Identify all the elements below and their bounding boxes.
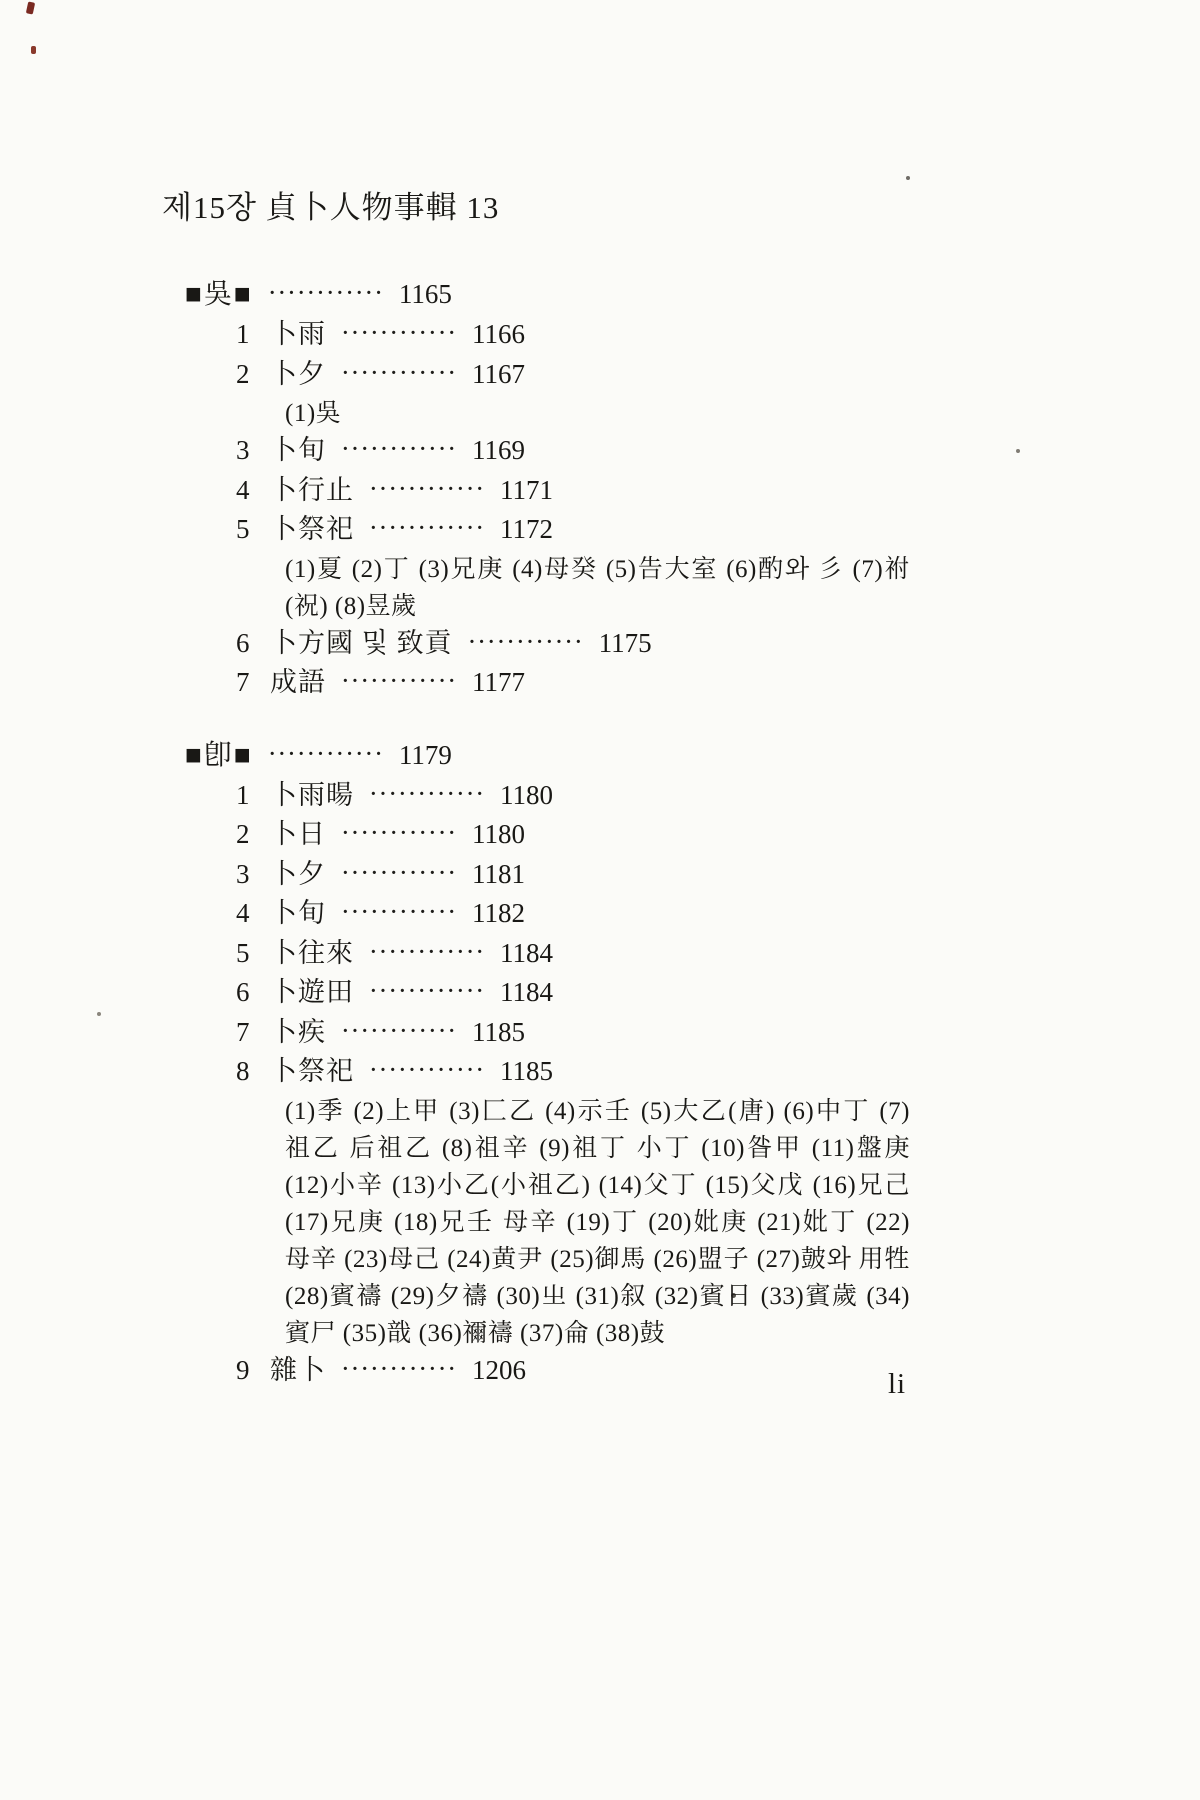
entry-title: 雜卜 [270, 1354, 326, 1385]
entry-page-number: 1185 [472, 1016, 526, 1047]
entry-title: 卜方國 및 致貢 [270, 627, 453, 658]
subitem-line: (12)小辛 (13)小乙(小祖乙) (14)父丁 (15)父戊 (16)兄己 [285, 1171, 910, 1199]
dot-leader: ············ [342, 361, 459, 384]
toc-entry [236, 625, 952, 665]
entry-page-number: 1175 [598, 627, 652, 658]
entry-number: 3 [236, 858, 250, 889]
dot-leader: ············ [268, 282, 385, 304]
entry-page-number: 1180 [500, 779, 554, 810]
entry-number: 5 [236, 937, 250, 968]
dot-leader: ············ [342, 901, 459, 923]
section-page-number: 1179 [398, 739, 452, 770]
entry-number: 2 [236, 819, 250, 849]
dot-leader: ············ [370, 782, 487, 805]
page-content [162, 182, 952, 1391]
toc-entry [236, 935, 952, 975]
entry-number: 6 [236, 977, 250, 1007]
toc-entry [236, 511, 952, 551]
dot-leader: ············ [370, 477, 487, 500]
entry-number: 1 [236, 319, 250, 349]
section-page-number: 1165 [398, 279, 452, 309]
dot-leader: ············ [370, 1059, 487, 1081]
toc-section-heading [185, 737, 952, 777]
entry-page-number: 1184 [500, 977, 554, 1007]
entry-page-number: 1171 [500, 474, 554, 505]
entry-page-number: 1182 [472, 898, 526, 928]
dot-leader: ············ [468, 630, 585, 653]
entry-number: 7 [236, 1016, 250, 1047]
toc-entry [236, 316, 952, 356]
entry-number: 3 [236, 435, 250, 465]
entry-title: 卜夕 [270, 858, 326, 889]
entry-page-number: 1169 [472, 435, 526, 465]
toc-entry [236, 1053, 952, 1093]
subitem-line: (1)夏 (2)丁 (3)兄庚 (4)母癸 (5)告大室 (6)酌와 彡 (7)祔 [285, 555, 910, 583]
toc-entry [236, 1352, 952, 1392]
toc-section-heading [185, 276, 952, 316]
toc-entries [236, 777, 952, 1392]
entry-subitems [285, 551, 910, 625]
entry-title: 卜祭祀 [270, 1056, 354, 1086]
entry-title: 卜遊田 [270, 977, 354, 1007]
entry-number: 5 [236, 514, 250, 544]
toc-entry [236, 664, 952, 704]
entry-number: 8 [236, 1056, 250, 1086]
entry-number: 7 [236, 667, 250, 697]
dot-leader: ············ [370, 940, 487, 963]
dot-leader: ············ [342, 822, 459, 844]
section-marker: ■卽■ [185, 739, 253, 771]
entry-page-number: 1166 [472, 319, 526, 349]
entry-title: 卜夕 [270, 358, 326, 389]
table-of-contents [185, 276, 952, 1391]
entry-subitems [285, 1093, 910, 1352]
entry-title: 卜往來 [270, 937, 354, 968]
entry-title: 卜雨 [270, 319, 326, 349]
dot-leader: ············ [268, 742, 385, 765]
entry-page-number: 1181 [472, 858, 526, 889]
toc-entry [236, 777, 952, 817]
toc-entry [236, 1014, 952, 1054]
toc-entry [236, 356, 952, 396]
toc-entries [236, 316, 952, 704]
toc-entry [236, 432, 952, 472]
subitem-line: (28)賓禱 (29)夕禱 (30)㞢 (31)叙 (32)賓日 (33)賓歲 (34) [285, 1282, 910, 1310]
subitem-line: 母辛 (23)母己 (24)黄尹 (25)御馬 (26)盟子 (27)皷와 用牲 [285, 1245, 910, 1273]
dot-leader: ············ [370, 517, 487, 539]
toc-section [185, 737, 952, 1392]
entry-page-number: 1184 [500, 937, 554, 968]
subitem-line: (1)季 (2)上甲 (3)匚乙 (4)示壬 (5)大乙(唐) (6)中丁 (7) [285, 1097, 910, 1125]
toc-entry [236, 974, 952, 1014]
scan-artifact [97, 1012, 101, 1016]
entry-title: 卜疾 [270, 1016, 326, 1047]
dot-leader: ············ [342, 861, 459, 884]
entry-title: 卜日 [270, 819, 326, 849]
entry-page-number: 1185 [500, 1056, 554, 1086]
entry-title: 卜旬 [270, 435, 326, 465]
entry-page-number: 1177 [472, 667, 526, 697]
entry-number: 9 [236, 1354, 250, 1385]
scan-artifact [906, 176, 910, 180]
dot-leader: ············ [342, 438, 459, 460]
entry-title: 卜祭祀 [270, 514, 354, 544]
entry-title: 卜雨暘 [270, 779, 354, 810]
subitem-line: (祝) (8)昱歲 [285, 592, 417, 620]
entry-page-number: 1167 [472, 358, 526, 389]
entry-number: 1 [236, 779, 250, 810]
toc-entry [236, 895, 952, 935]
entry-number: 2 [236, 358, 250, 389]
subitem-line: 賓尸 (35)戠 (36)禰禱 (37)侖 (38)鼓 [285, 1319, 666, 1347]
scan-artifact [26, 1, 35, 14]
dot-leader: ············ [370, 980, 487, 1002]
entry-number: 4 [236, 474, 250, 505]
entry-subitems [285, 395, 910, 432]
page-number: li [888, 1368, 907, 1400]
subitem-line: (1)吳 [285, 400, 342, 427]
entry-title: 卜行止 [270, 474, 354, 505]
scan-artifact [31, 46, 36, 54]
subitem-line: (17)兄庚 (18)兄壬 母辛 (19)丁 (20)妣庚 (21)妣丁 (22) [285, 1208, 910, 1236]
entry-title: 卜旬 [270, 898, 326, 928]
chapter-header: 제15장 貞卜人物事輯 13 [162, 190, 500, 225]
entry-page-number: 1206 [472, 1354, 527, 1385]
toc-section [185, 276, 952, 704]
entry-title: 成語 [270, 667, 326, 697]
dot-leader: ············ [342, 322, 459, 344]
entry-page-number: 1180 [472, 819, 526, 849]
toc-entry [236, 856, 952, 896]
dot-leader: ············ [342, 1019, 459, 1042]
scan-artifact [1016, 449, 1020, 453]
dot-leader: ············ [342, 1357, 459, 1380]
entry-number: 4 [236, 898, 250, 928]
dot-leader: ············ [342, 670, 459, 692]
entry-number: 6 [236, 627, 250, 658]
entry-page-number: 1172 [500, 514, 554, 544]
subitem-line: 祖乙 后祖乙 (8)祖辛 (9)祖丁 小丁 (10)昝甲 (11)盤庚 [285, 1134, 910, 1162]
toc-entry [236, 472, 952, 512]
toc-entry [236, 816, 952, 856]
section-marker: ■吳■ [185, 279, 253, 310]
